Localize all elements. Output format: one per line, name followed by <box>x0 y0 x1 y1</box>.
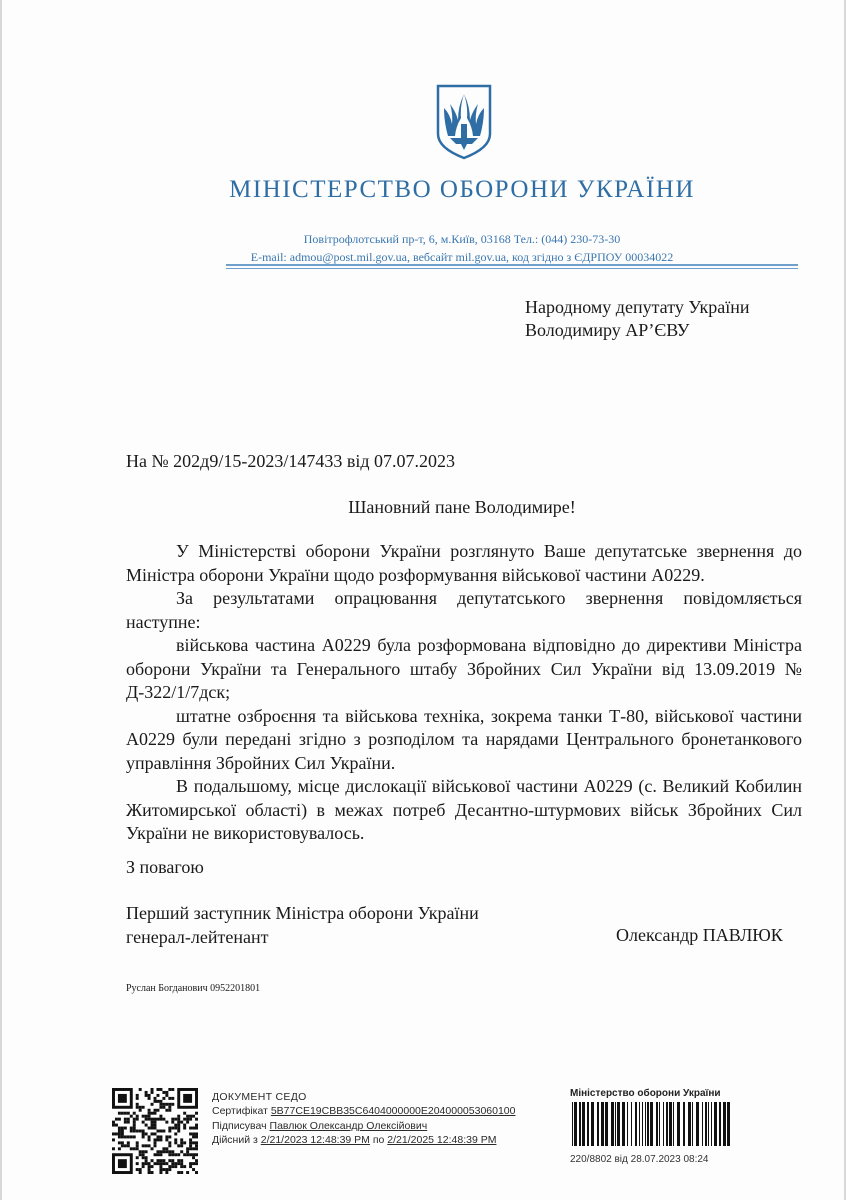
signer-position <box>126 901 479 949</box>
body-paragraph: штатне озброєння та військова техніка, зокрема танки Т-80, військової частини А0229 були передані згідно з розподілом та нарядами Центрального бронетанкового управління Збройних Сил України. <box>126 705 802 773</box>
signer-rank: генерал-лейтенант <box>126 927 269 947</box>
trident-icon <box>434 84 494 160</box>
contact-address: Повітрофлотський пр-т, 6, м.Київ, 03168 Тел.: (044) 230-73-30 <box>303 232 621 246</box>
sedo-certificate: Сертифікат 5B77CE19CBB35C6404000000E204000053060100 <box>212 1105 516 1118</box>
salutation: Шановний пане Володимире! <box>348 497 576 517</box>
closing-phrase: З повагою <box>126 857 204 877</box>
digital-signature-block <box>212 1090 515 1147</box>
registration-stamp <box>570 1088 736 1165</box>
body-paragraph: військова частина А0229 була розформована відповідно до директиви Міністра оборони України та Генерального штабу Збройних Сил України від 13.09.2019 № Д-322/1/7дск; <box>126 635 802 702</box>
sedo-signer: Підписувач Павлюк Олександр Олексійович <box>212 1119 428 1132</box>
qr-code-icon <box>112 1088 198 1174</box>
body-paragraph: За результатами опрацювання депутатського звернення повідомляється наступне: <box>126 588 802 632</box>
stamp-title: Міністерство оборони України <box>570 1088 721 1099</box>
header-divider-thin <box>226 268 798 269</box>
ministry-name: МІНІСТЕРСТВО ОБОРОНИ УКРАЇНИ <box>229 176 695 203</box>
executor-contact: Руслан Богданович 0952201801 <box>126 983 261 994</box>
reference-number: На № 202д9/15-2023/147433 від 07.07.2023 <box>126 451 455 471</box>
letter-body <box>126 540 802 846</box>
body-paragraph: У Міністерстві оборони України розглянуто Ваше депутатське звернення до Міністра оборони України щодо розформування військової частини А0229. <box>126 541 802 585</box>
body-paragraph: В подальшому, місце дислокації військової частини А0229 (с. Великий Кобилин Житомирської області) в межах потреб Десантно-штурмових військ Збройних Сил України не використовувалось. <box>126 776 802 843</box>
sedo-validity: Дійсний з 2/21/2023 12:48:39 PM по 2/21/2025 12:48:39 PM <box>212 1133 497 1146</box>
barcode-icon <box>570 1102 736 1146</box>
addressee-name: Володимиру АР’ЄВУ <box>525 320 690 340</box>
contact-email: E-mail: admou@post.mil.gov.ua, вебсайт mil.gov.ua, код згідно з ЄДРПОУ 00034022 <box>250 250 674 264</box>
registration-number: 220/8802 від 28.07.2023 08:24 <box>570 1154 709 1165</box>
sedo-title: ДОКУМЕНТ СЕДО <box>212 1091 307 1103</box>
header-divider <box>226 264 798 266</box>
signer-name: Олександр ПАВЛЮК <box>616 925 783 945</box>
addressee-title: Народному депутату України <box>525 297 750 317</box>
addressee-block <box>525 296 750 342</box>
signer-position-line: Перший заступник Міністра оборони України <box>126 903 479 923</box>
